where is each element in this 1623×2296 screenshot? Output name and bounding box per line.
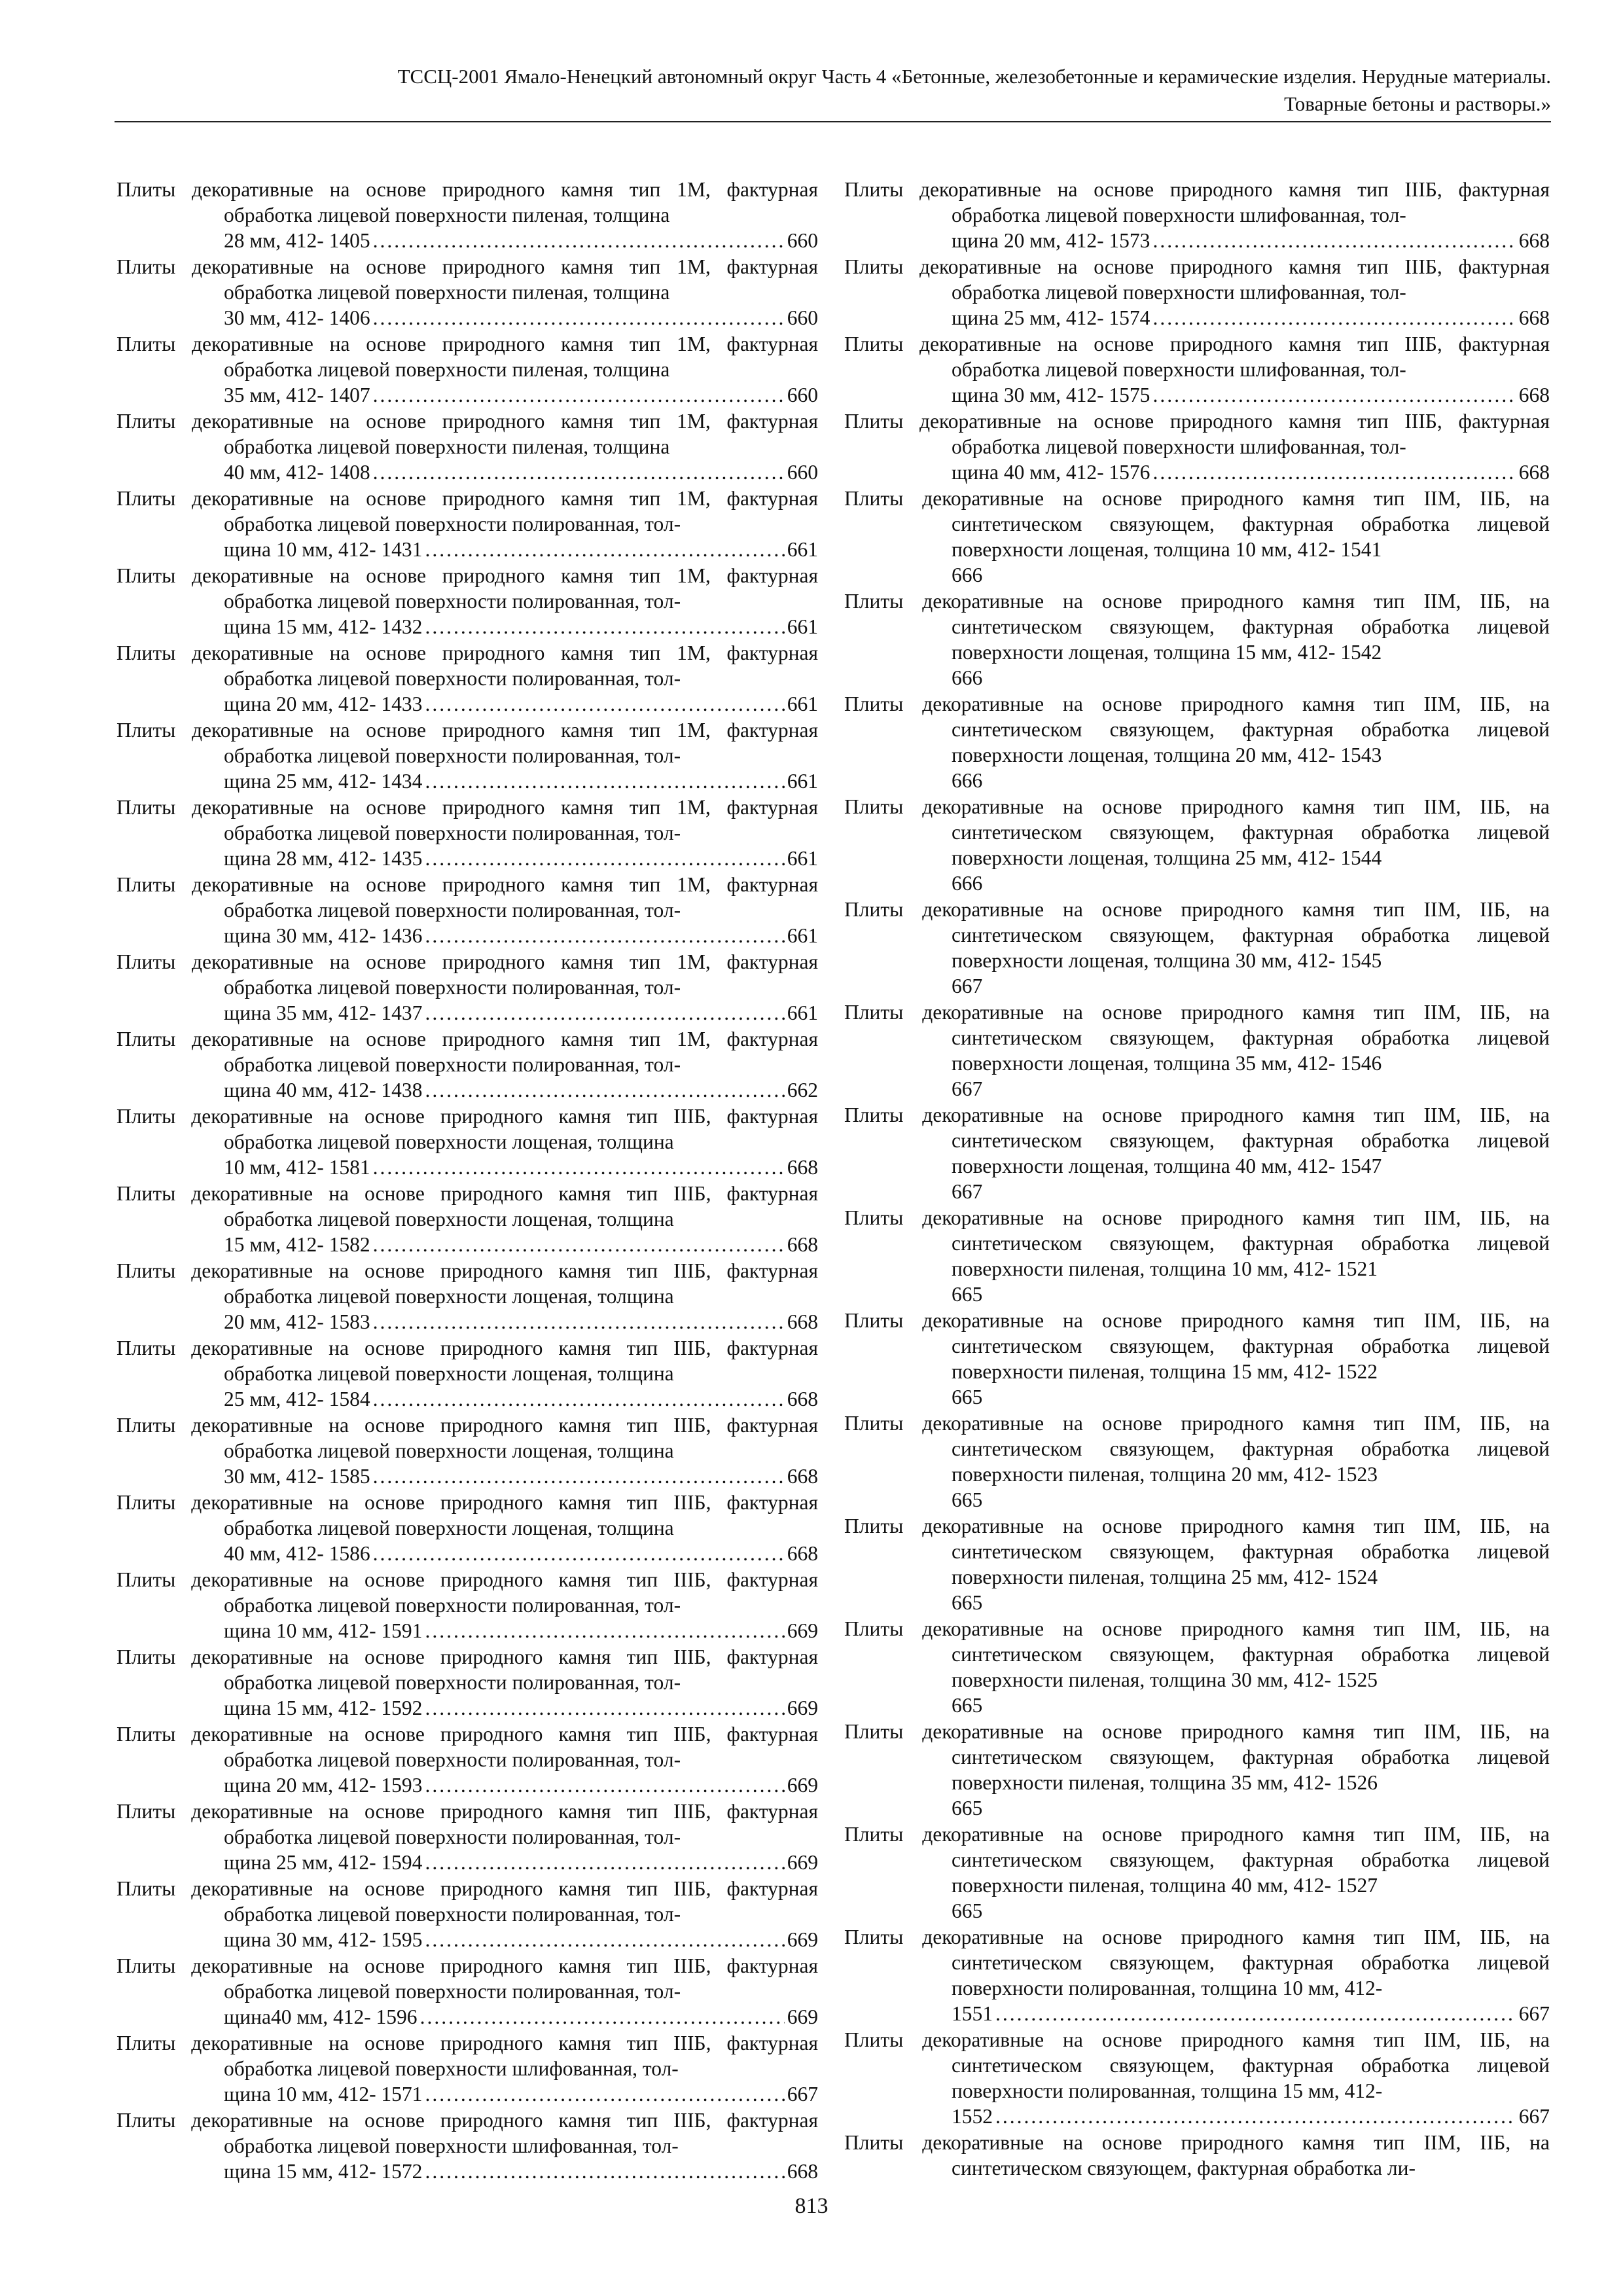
entry-page-ref: 668 — [787, 1388, 818, 1410]
entry-page-ref: 668 — [787, 2160, 818, 2183]
entry-text: Плиты декоративные на основе природного камня тип 1М, фактурная обработка лицевой поверхности полированная, тол- — [116, 487, 818, 535]
dot-leader — [373, 382, 785, 408]
dot-leader — [373, 228, 785, 253]
index-entry — [116, 1721, 818, 1798]
entry-code: 10 мм, 412- 1581 — [224, 1156, 370, 1179]
index-entry — [116, 1181, 818, 1257]
index-entry — [116, 1876, 818, 1952]
index-entry — [116, 1953, 818, 2030]
entry-text: Плиты декоративные на основе природного камня тип IIIБ, фактурная обработка лицевой поверхности лощеная, толщина — [116, 1414, 818, 1462]
index-entry — [116, 949, 818, 1026]
dot-leader — [1152, 228, 1516, 253]
entry-page-ref: 669 — [787, 2005, 818, 2028]
entry-text: Плиты декоративные на основе природного камня тип IIIБ, фактурная обработка лицевой поверхности полированная, тол- — [116, 1645, 818, 1694]
entry-page-ref: 665 — [952, 1591, 983, 1614]
index-entry — [116, 717, 818, 794]
entry-text: Плиты декоративные на основе природного камня тип IIМ, IIБ, на синтетическом связующем, фактурная обработка лицевой поверхности лощеная, толщина 15 мм, 412- 1542 — [844, 590, 1550, 664]
entry-text: Плиты декоративные на основе природного камня тип IIМ, IIБ, на синтетическом связующем, фактурная обработка лицевой поверхности лощеная, толщина 25 мм, 412- 1544 — [844, 795, 1550, 869]
entry-text: Плиты декоративные на основе природного камня тип IIМ, IIБ, на синтетическом связующем, фактурная обработка лицевой поверхности пиленая, толщина 35 мм, 412- 1526 — [844, 1720, 1550, 1794]
index-entry — [116, 2108, 818, 2184]
entry-page-ref: 668 — [1518, 229, 1550, 252]
index-entry — [844, 486, 1550, 588]
index-entry — [116, 486, 818, 562]
entry-code: щина 25 мм, 412- 1434 — [224, 770, 423, 793]
dot-leader — [425, 1695, 784, 1721]
index-entry — [116, 1490, 818, 1566]
index-entry — [844, 1513, 1550, 1615]
entry-text: Плиты декоративные на основе природного камня тип IIМ, IIБ, на синтетическом связующем, фактурная обработка лицевой поверхности лощеная, толщина 40 мм, 412- 1547 — [844, 1103, 1550, 1177]
index-entry — [844, 177, 1550, 253]
dot-leader — [425, 1000, 784, 1026]
entry-text: Плиты декоративные на основе природного камня тип IIIБ, фактурная обработка лицевой поверхности полированная, тол- — [116, 1568, 818, 1617]
entry-text: Плиты декоративные на основе природного камня тип IIIБ, фактурная обработка лицевой поверхности полированная, тол- — [116, 1877, 818, 1926]
entry-text: Плиты декоративные на основе природного камня тип 1М, фактурная обработка лицевой поверхности полированная, тол- — [116, 1028, 818, 1076]
entry-page-ref: 666 — [952, 769, 983, 792]
index-entry — [844, 2130, 1550, 2181]
entry-text: Плиты декоративные на основе природного камня тип 1М, фактурная обработка лицевой поверхности пиленая, толщина — [116, 332, 818, 381]
dot-leader — [425, 1927, 784, 1952]
dot-leader — [425, 614, 784, 639]
entry-text: Плиты декоративные на основе природного камня тип IIМ, IIБ, на синтетическом связующем, фактурная обработка лицевой поверхности пиленая, толщина 25 мм, 412- 1524 — [844, 1515, 1550, 1588]
entry-page-ref: 662 — [787, 1079, 818, 1102]
entry-page-ref: 668 — [787, 1156, 818, 1179]
entry-text: Плиты декоративные на основе природного камня тип IIМ, IIБ, на синтетическом связующем, фактурная обработка лицевой поверхности лощеная, толщина 30 мм, 412- 1545 — [844, 898, 1550, 972]
entry-code: щина 40 мм, 412- 1576 — [952, 461, 1150, 484]
entry-code: щина40 мм, 412- 1596 — [224, 2005, 418, 2028]
entry-text: Плиты декоративные на основе природного камня тип IIIБ, фактурная обработка лицевой поверхности шлифованная, тол- — [844, 255, 1550, 304]
index-entry — [116, 254, 818, 331]
entry-page-ref: 668 — [787, 1542, 818, 1565]
entry-code: щина 20 мм, 412- 1573 — [952, 229, 1150, 252]
entry-text: Плиты декоративные на основе природного камня тип IIIБ, фактурная обработка лицевой поверхности шлифованная, тол- — [844, 178, 1550, 226]
entry-code: щина 10 мм, 412- 1591 — [224, 1619, 423, 1642]
entry-code: 28 мм, 412- 1405 — [224, 229, 370, 252]
dot-leader — [373, 1386, 785, 1412]
entry-code: 30 мм, 412- 1585 — [224, 1465, 370, 1488]
index-entry — [844, 1308, 1550, 1410]
entry-code: 40 мм, 412- 1408 — [224, 461, 370, 484]
index-entry — [116, 1103, 818, 1180]
entry-text: Плиты декоративные на основе природного камня тип 1М, фактурная обработка лицевой поверхности полированная, тол- — [116, 796, 818, 844]
dot-leader — [373, 305, 785, 331]
entry-text: Плиты декоративные на основе природного камня тип IIМ, IIБ, на синтетическом связующем, фактурная обработка лицевой поверхности пиленая, толщина 30 мм, 412- 1525 — [844, 1617, 1550, 1691]
entry-code: щина 40 мм, 412- 1438 — [224, 1079, 423, 1102]
dot-leader — [425, 1850, 784, 1875]
entry-page-ref: 666 — [952, 564, 983, 586]
entry-text: Плиты декоративные на основе природного камня тип 1М, фактурная обработка лицевой поверхности пиленая, толщина — [116, 255, 818, 304]
entry-text: Плиты декоративные на основе природного камня тип 1М, фактурная обработка лицевой поверхности пиленая, толщина — [116, 178, 818, 226]
entry-text: Плиты декоративные на основе природного камня тип IIIБ, фактурная обработка лицевой поверхности шлифованная, тол- — [116, 2032, 818, 2080]
entry-page-ref: 660 — [787, 229, 818, 252]
entry-text: Плиты декоративные на основе природного камня тип IIIБ, фактурная обработка лицевой поверхности полированная, тол- — [116, 1954, 818, 2003]
entry-page-ref: 668 — [1518, 461, 1550, 484]
index-entry — [844, 691, 1550, 793]
index-entry — [116, 1799, 818, 1875]
entry-text: Плиты декоративные на основе природного камня тип IIМ, IIБ, на синтетическом связующем, фактурная обработка лицевой поверхности пиленая, толщина 20 мм, 412- 1523 — [844, 1412, 1550, 1486]
entry-code: 30 мм, 412- 1406 — [224, 306, 370, 329]
entry-page-ref: 660 — [787, 461, 818, 484]
entry-code: щина 10 мм, 412- 1431 — [224, 538, 423, 561]
index-entry — [116, 1567, 818, 1643]
entry-page-ref: 660 — [787, 306, 818, 329]
entry-page-ref: 661 — [787, 847, 818, 870]
index-entry — [116, 640, 818, 717]
entry-text: Плиты декоративные на основе природного камня тип IIМ, IIБ, на синтетическом связующем, фактурная обработка лицевой поверхности пиленая, толщина 15 мм, 412- 1522 — [844, 1309, 1550, 1383]
index-entry — [844, 999, 1550, 1102]
entry-code: щина 15 мм, 412- 1432 — [224, 615, 423, 638]
entry-page-ref: 661 — [787, 538, 818, 561]
index-entry — [116, 1412, 818, 1489]
dot-leader — [1152, 382, 1516, 408]
header-subtitle: Товарные бетоны и растворы.» — [1284, 92, 1551, 115]
dot-leader — [373, 1463, 785, 1489]
index-entry — [844, 1205, 1550, 1307]
dot-leader — [1152, 305, 1516, 331]
dot-leader — [425, 1772, 784, 1798]
running-header — [115, 63, 1551, 118]
index-entry — [116, 1644, 818, 1721]
entry-code: 1551 — [952, 2002, 993, 2025]
index-entry — [116, 1258, 818, 1335]
entry-text: Плиты декоративные на основе природного камня тип IIМ, IIБ, на синтетическом связующем, фактурная обработка лицевой поверхности пиленая, толщина 40 мм, 412- 1527 — [844, 1823, 1550, 1897]
dot-leader — [425, 923, 784, 948]
entry-code: щина 30 мм, 412- 1436 — [224, 924, 423, 947]
index-entry — [116, 1335, 818, 1412]
index-entry — [116, 331, 818, 408]
page-number: 813 — [794, 2194, 829, 2218]
index-entry — [844, 794, 1550, 896]
dot-leader — [995, 2104, 1516, 2129]
index-entry — [844, 1410, 1550, 1513]
dot-leader — [373, 459, 785, 485]
index-entry — [844, 1616, 1550, 1718]
entry-page-ref: 667 — [952, 1180, 983, 1203]
index-entry — [844, 254, 1550, 331]
entry-code: 1552 — [952, 2105, 993, 2128]
header-divider — [115, 121, 1551, 122]
entry-page-ref: 668 — [1518, 384, 1550, 406]
entry-code: щина 28 мм, 412- 1435 — [224, 847, 423, 870]
dot-leader — [425, 1077, 784, 1103]
entry-code: щина 25 мм, 412- 1594 — [224, 1851, 423, 1874]
dot-leader — [425, 846, 784, 871]
entry-text: Плиты декоративные на основе природного камня тип IIМ, IIБ, на синтетическом связующем, фактурная обработка лицевой поверхности лощеная, толщина 35 мм, 412- 1546 — [844, 1001, 1550, 1075]
entry-page-ref: 669 — [787, 1619, 818, 1642]
index-entry — [116, 2030, 818, 2107]
entry-page-ref: 668 — [787, 1465, 818, 1488]
entry-page-ref: 667 — [952, 1077, 983, 1100]
entry-code: 40 мм, 412- 1586 — [224, 1542, 370, 1565]
entry-page-ref: 667 — [1518, 2105, 1550, 2128]
entry-text: Плиты декоративные на основе природного камня тип 1М, фактурная обработка лицевой поверхности пиленая, толщина — [116, 410, 818, 458]
entry-code: 20 мм, 412- 1583 — [224, 1310, 370, 1333]
entry-text: Плиты декоративные на основе природного камня тип IIIБ, фактурная обработка лицевой поверхности шлифованная, тол- — [844, 410, 1550, 458]
dot-leader — [425, 691, 784, 717]
dot-leader — [420, 2004, 785, 2030]
entry-page-ref: 661 — [787, 924, 818, 947]
dot-leader — [373, 1541, 785, 1566]
index-entry — [844, 1719, 1550, 1821]
index-entry — [116, 408, 818, 485]
entry-page-ref: 665 — [952, 1797, 983, 1820]
entry-page-ref: 665 — [952, 1386, 983, 1408]
dot-leader — [995, 2001, 1516, 2026]
entry-text: Плиты декоративные на основе природного камня тип IIIБ, фактурная обработка лицевой поверхности лощеная, толщина — [116, 1259, 818, 1308]
entry-page-ref: 665 — [952, 1899, 983, 1922]
entry-text: Плиты декоративные на основе природного камня тип IIМ, IIБ, на синтетическом связующем, фактурная обработка лицевой поверхности пиленая, толщина 10 мм, 412- 1521 — [844, 1206, 1550, 1280]
entry-code: 25 мм, 412- 1584 — [224, 1388, 370, 1410]
dot-leader — [425, 2081, 784, 2107]
index-column-right — [844, 177, 1550, 2181]
entry-text: Плиты декоративные на основе природного камня тип IIМ, IIБ, на синтетическом связующем, фактурная обработка лицевой поверхности лощеная, толщина 10 мм, 412- 1541 — [844, 487, 1550, 561]
entry-text: Плиты декоративные на основе природного камня тип 1М, фактурная обработка лицевой поверхности полированная, тол- — [116, 950, 818, 999]
entry-page-ref: 661 — [787, 770, 818, 793]
entry-code: 15 мм, 412- 1582 — [224, 1233, 370, 1256]
entry-page-ref: 668 — [787, 1310, 818, 1333]
entry-page-ref: 665 — [952, 1694, 983, 1717]
index-entry — [844, 331, 1550, 408]
entry-text: Плиты декоративные на основе природного камня тип IIIБ, фактурная обработка лицевой поверхности лощеная, толщина — [116, 1336, 818, 1385]
entry-page-ref: 667 — [952, 975, 983, 997]
entry-page-ref: 661 — [787, 692, 818, 715]
entry-text: Плиты декоративные на основе природного камня тип IIIБ, фактурная обработка лицевой поверхности шлифованная, тол- — [844, 332, 1550, 381]
entry-text: Плиты декоративные на основе природного камня тип IIМ, IIБ, на синтетическом связующем, фактурная обработка ли- — [844, 2131, 1550, 2179]
index-entry — [844, 2027, 1550, 2129]
entry-text: Плиты декоративные на основе природного камня тип IIМ, IIБ, на синтетическом связующем, фактурная обработка лицевой поверхности лощеная, толщина 20 мм, 412- 1543 — [844, 692, 1550, 766]
entry-text: Плиты декоративные на основе природного камня тип IIIБ, фактурная обработка лицевой поверхности шлифованная, тол- — [116, 2109, 818, 2157]
entry-page-ref: 660 — [787, 384, 818, 406]
index-entry — [116, 1026, 818, 1103]
entry-code: щина 20 мм, 412- 1433 — [224, 692, 423, 715]
index-entry — [844, 1821, 1550, 1924]
index-entry — [844, 408, 1550, 485]
entry-text: Плиты декоративные на основе природного камня тип 1М, фактурная обработка лицевой поверхности полированная, тол- — [116, 873, 818, 922]
entry-page-ref: 667 — [787, 2083, 818, 2106]
entry-text: Плиты декоративные на основе природного камня тип IIМ, IIБ, на синтетическом связующем, фактурная обработка лицевой поверхности полированная, толщина 10 мм, 412- — [844, 1926, 1550, 2000]
entry-page-ref: 666 — [952, 666, 983, 689]
entry-page-ref: 666 — [952, 872, 983, 895]
entry-page-ref: 661 — [787, 615, 818, 638]
dot-leader — [425, 2159, 784, 2184]
index-entry — [844, 1102, 1550, 1204]
dot-leader — [373, 1309, 785, 1335]
index-column-left — [116, 177, 818, 2185]
entry-page-ref: 661 — [787, 1001, 818, 1024]
entry-page-ref: 665 — [952, 1488, 983, 1511]
entry-code: щина 30 мм, 412- 1595 — [224, 1928, 423, 1951]
entry-code: щина 15 мм, 412- 1592 — [224, 1696, 423, 1719]
entry-code: щина 10 мм, 412- 1571 — [224, 2083, 423, 2106]
dot-leader — [425, 1618, 784, 1643]
entry-page-ref: 665 — [952, 1283, 983, 1306]
entry-code: 35 мм, 412- 1407 — [224, 384, 370, 406]
entry-page-ref: 669 — [787, 1851, 818, 1874]
index-entry — [844, 1924, 1550, 2026]
entry-text: Плиты декоративные на основе природного камня тип IIIБ, фактурная обработка лицевой поверхности полированная, тол- — [116, 1723, 818, 1771]
entry-page-ref: 669 — [787, 1774, 818, 1797]
index-entry — [116, 177, 818, 253]
dot-leader — [425, 537, 784, 562]
entry-text: Плиты декоративные на основе природного камня тип IIIБ, фактурная обработка лицевой поверхности лощеная, толщина — [116, 1491, 818, 1539]
entry-text: Плиты декоративные на основе природного камня тип IIIБ, фактурная обработка лицевой поверхности лощеная, толщина — [116, 1182, 818, 1230]
dot-leader — [425, 768, 784, 794]
header-title: ТССЦ-2001 Ямало-Ненецкий автономный округ Часть 4 «Бетонные, железобетонные и керамические изделия. Нерудные материалы. — [397, 65, 1551, 88]
entry-code: щина 15 мм, 412- 1572 — [224, 2160, 423, 2183]
entry-text: Плиты декоративные на основе природного камня тип IIМ, IIБ, на синтетическом связующем, фактурная обработка лицевой поверхности полированная, толщина 15 мм, 412- — [844, 2028, 1550, 2102]
entry-page-ref: 667 — [1518, 2002, 1550, 2025]
entry-page-ref: 668 — [1518, 306, 1550, 329]
entry-text: Плиты декоративные на основе природного камня тип IIIБ, фактурная обработка лицевой поверхности лощеная, толщина — [116, 1105, 818, 1153]
index-entry — [844, 897, 1550, 999]
entry-code: щина 20 мм, 412- 1593 — [224, 1774, 423, 1797]
index-entry — [116, 563, 818, 639]
index-entry — [116, 872, 818, 948]
index-entry — [844, 588, 1550, 691]
index-entry — [116, 795, 818, 871]
entry-code: щина 25 мм, 412- 1574 — [952, 306, 1150, 329]
entry-page-ref: 669 — [787, 1696, 818, 1719]
entry-text: Плиты декоративные на основе природного камня тип 1М, фактурная обработка лицевой поверхности полированная, тол- — [116, 564, 818, 613]
dot-leader — [373, 1155, 785, 1180]
entry-page-ref: 669 — [787, 1928, 818, 1951]
entry-text: Плиты декоративные на основе природного камня тип IIIБ, фактурная обработка лицевой поверхности полированная, тол- — [116, 1800, 818, 1848]
entry-page-ref: 668 — [787, 1233, 818, 1256]
entry-code: щина 30 мм, 412- 1575 — [952, 384, 1150, 406]
entry-text: Плиты декоративные на основе природного камня тип 1М, фактурная обработка лицевой поверхности полированная, тол- — [116, 641, 818, 690]
dot-leader — [373, 1232, 785, 1257]
dot-leader — [1152, 459, 1516, 485]
entry-text: Плиты декоративные на основе природного камня тип 1М, фактурная обработка лицевой поверхности полированная, тол- — [116, 719, 818, 767]
entry-code: щина 35 мм, 412- 1437 — [224, 1001, 423, 1024]
